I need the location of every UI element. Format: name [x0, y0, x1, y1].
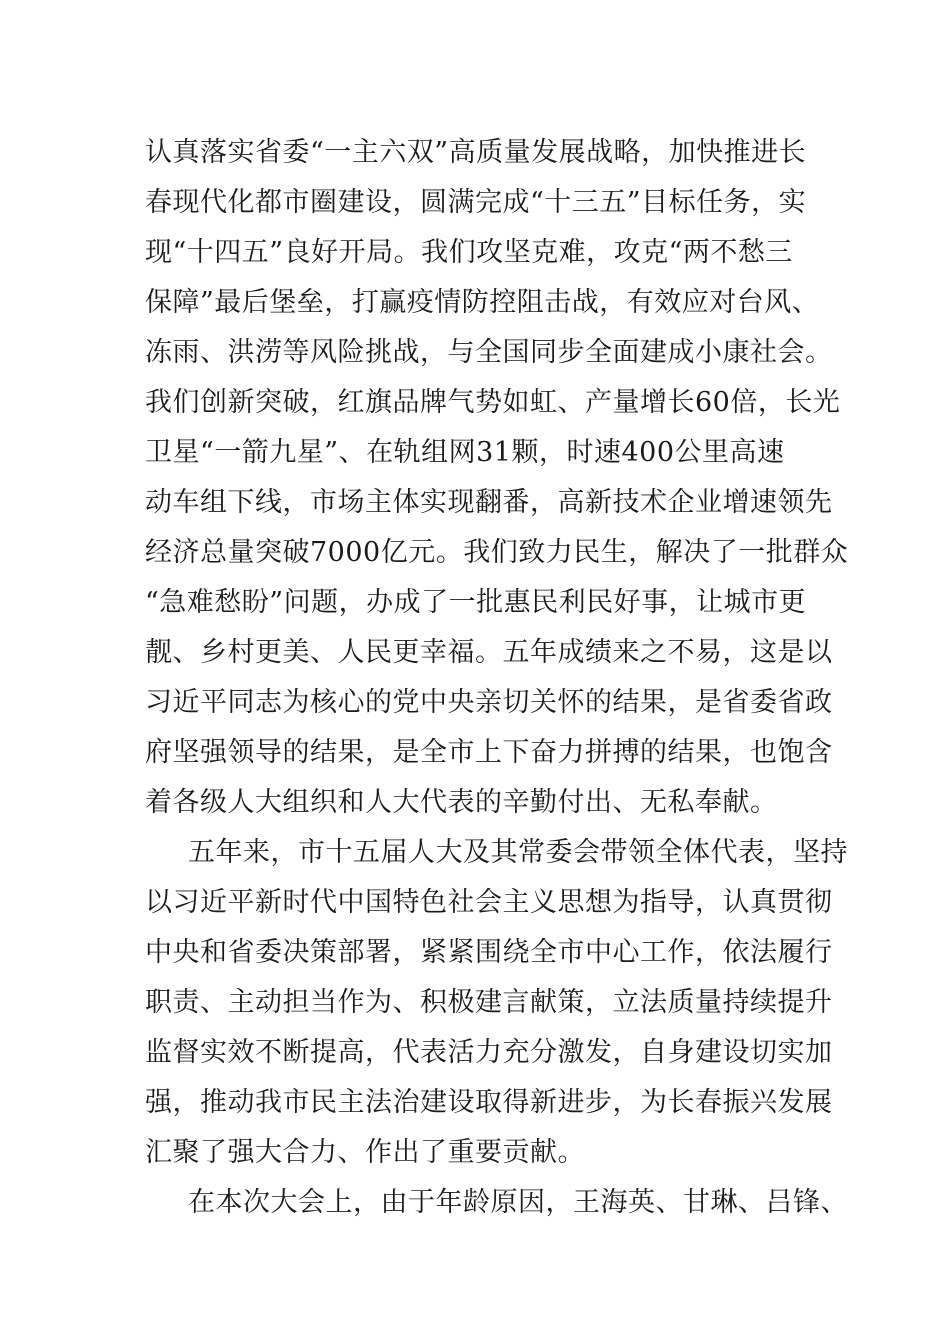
text-line: 汇聚了强大合力、作出了重要贡献。 [145, 1137, 585, 1168]
text-line: 习近平同志为核心的党中央亲切关怀的结果，是省委省政 [145, 687, 833, 718]
text-line: 府坚强领导的结果，是全市上下奋力拼搏的结果，也饱含 [145, 737, 833, 768]
text-line: 靓、乡村更美、人民更幸福。五年成绩来之不易，这是以 [145, 637, 833, 668]
text-line: 动车组下线，市场主体实现翻番，高新技术企业增速领先 [145, 487, 833, 518]
text-line: 卫星“一箭九星”、在轨组网31颗，时速400公里高速 [145, 437, 785, 468]
text-line: 经济总量突破7000亿元。我们致力民生，解决了一批群众 [145, 537, 849, 568]
text-line: 春现代化都市圈建设，圆满完成“十三五”目标任务，实 [145, 187, 807, 218]
paragraph-first-line: 在本次大会上，由于年龄原因，王海英、甘琳、吕锋、 [188, 1187, 848, 1218]
text-line: “急难愁盼”问题，办成了一批惠民利民好事，让城市更 [145, 587, 807, 618]
paragraph-first-line: 五年来，市十五届人大及其常委会带领全体代表，坚持 [188, 837, 848, 868]
text-line: 保障”最后堡垒，打赢疫情防控阻击战，有效应对台风、 [145, 287, 820, 318]
text-line: 以习近平新时代中国特色社会主义思想为指导，认真贯彻 [145, 887, 833, 918]
text-line: 强，推动我市民主法治建设取得新进步，为长春振兴发展 [145, 1087, 833, 1118]
text-line: 认真落实省委“一主六双”高质量发展战略，加快推进长 [145, 137, 807, 168]
text-line: 冻雨、洪涝等风险挑战，与全国同步全面建成小康社会。 [145, 337, 833, 368]
text-line: 现“十四五”良好开局。我们攻坚克难，攻克“两不愁三 [145, 237, 793, 268]
text-line: 职责、主动担当作为、积极建言献策，立法质量持续提升 [145, 987, 833, 1018]
text-line: 我们创新突破，红旗品牌气势如虹、产量增长60倍，长光 [145, 387, 841, 418]
text-line: 着各级人大组织和人大代表的辛勤付出、无私奉献。 [145, 787, 778, 818]
text-line: 监督实效不断提高，代表活力充分激发，自身建设切实加 [145, 1037, 833, 1068]
text-line: 中央和省委决策部署，紧紧围绕全市中心工作，依法履行 [145, 937, 833, 968]
